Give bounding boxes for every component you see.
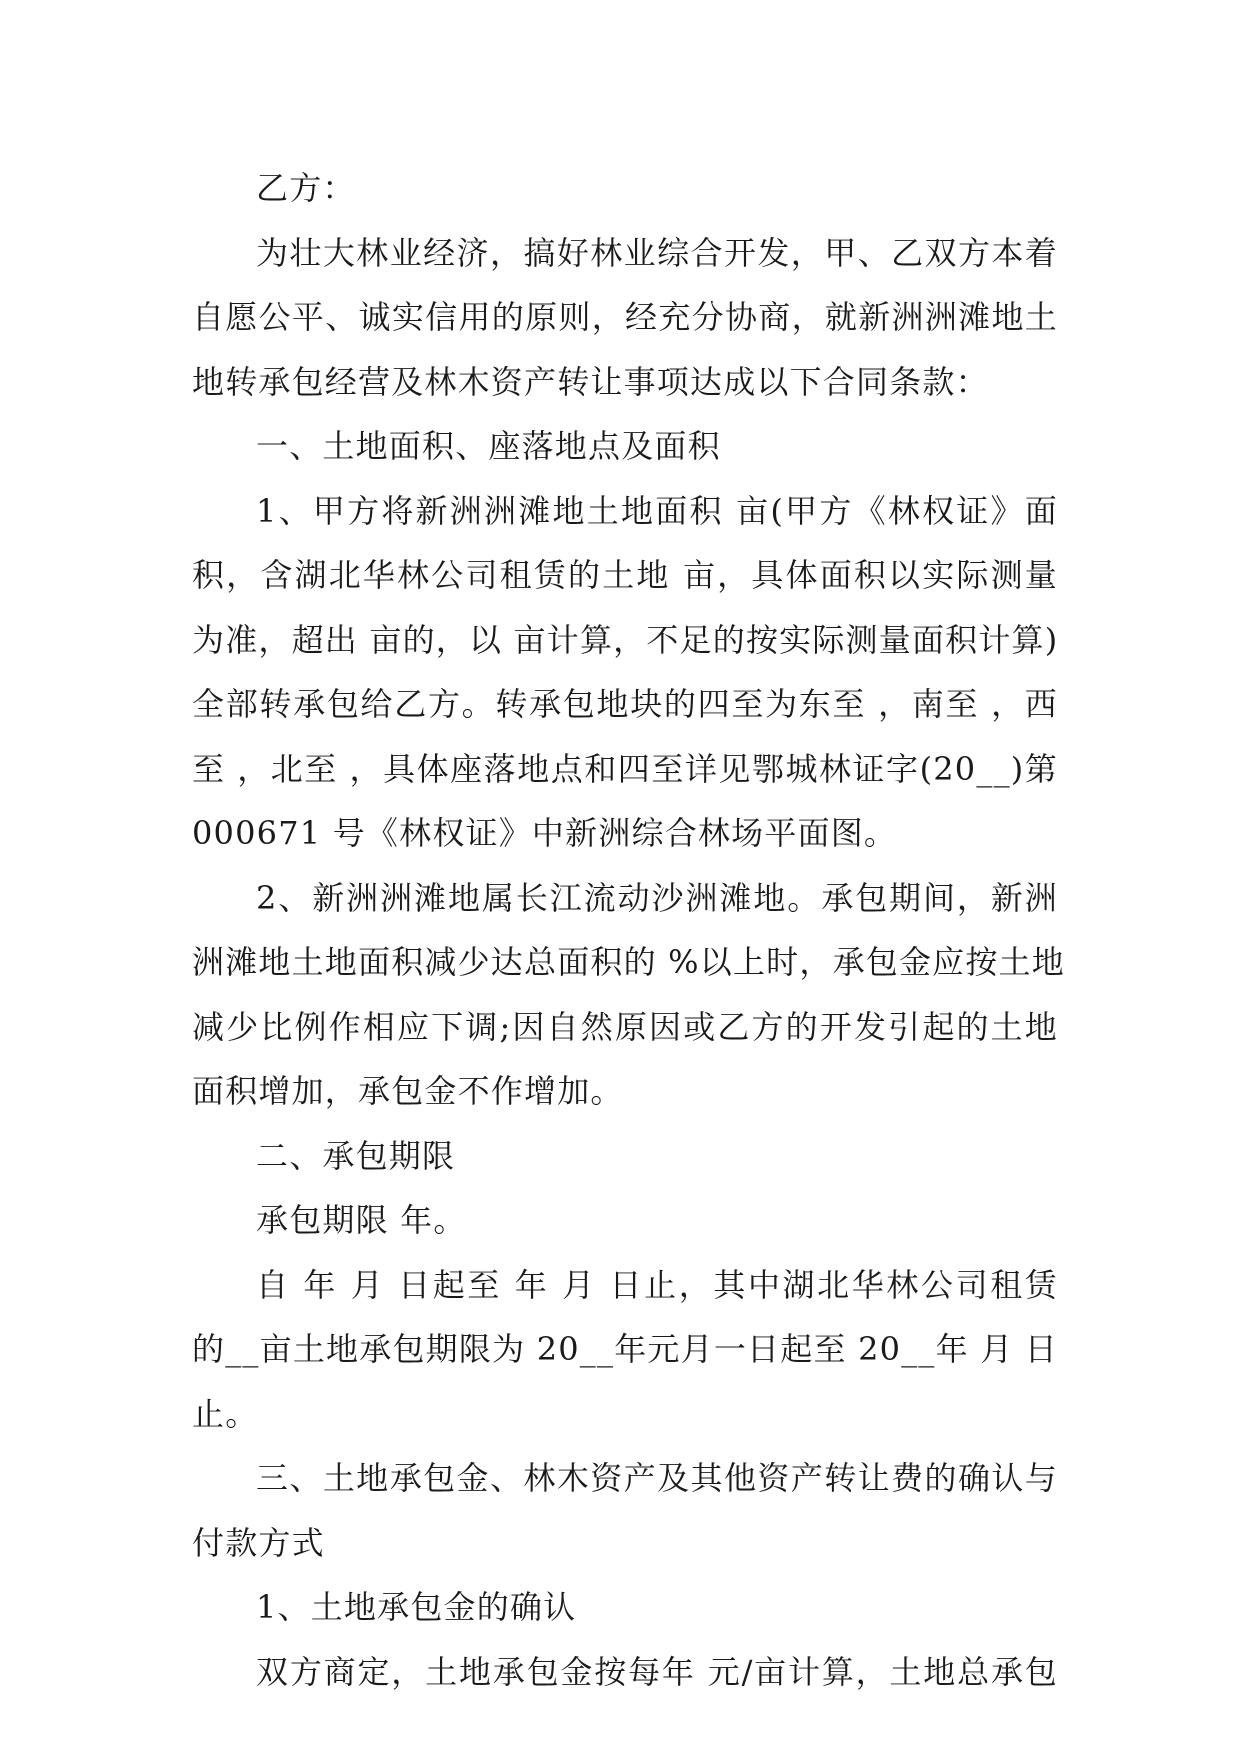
text-line: 二、承包期限 <box>256 1136 456 1175</box>
text-line: 全部转承包给乙方。转承包地块的四至为东至 ，南至 ，西 <box>192 685 1058 723</box>
text-line: 地转承包经营及林木资产转让事项达成以下合同条款： <box>192 362 989 401</box>
text-line: 1、土地承包金的确认 <box>256 1588 577 1626</box>
text-line: 承包期限 年。 <box>256 1201 467 1239</box>
text-line: 为准，超出 亩的，以 亩计算，不足的按实际测量面积计算) <box>192 620 1059 659</box>
text-line: 积，含湖北华林公司租赁的土地 亩，具体面积以实际测量 <box>192 556 1058 594</box>
text-line: 自愿公平、诚实信用的原则，经充分协商，就新洲洲滩地土 <box>192 298 1058 336</box>
document-body <box>192 156 1065 1704</box>
text-line: 止。 <box>192 1394 259 1433</box>
text-line: 1、甲方将新洲洲滩地土地面积 亩(甲方《林权证》面 <box>256 491 1058 530</box>
text-line: 面积增加，承包金不作增加。 <box>192 1072 624 1110</box>
text-line: 乙方： <box>256 169 356 207</box>
text-line: 为壮大林业经济，搞好林业综合开发，甲、乙双方本着 <box>256 233 1058 272</box>
text-line: 付款方式 <box>192 1523 325 1562</box>
text-line: 减少比例作相应下调;因自然原因或乙方的开发引起的土地 <box>192 1007 1058 1046</box>
text-line: 的__亩土地承包期限为 20__年元月一日起至 20__年 月 日 <box>192 1330 1058 1368</box>
text-line: 2、新洲洲滩地属长江流动沙洲滩地。承包期间，新洲 <box>256 878 1058 917</box>
text-line: 至 ，北至 ，具体座落地点和四至详见鄂城林证字(20__)第 <box>192 749 1058 788</box>
text-line: 一、土地面积、座落地点及面积 <box>256 427 721 465</box>
text-line: 自 年 月 日起至 年 月 日止，其中湖北华林公司租赁 <box>256 1265 1058 1304</box>
text-line: 洲滩地土地面积减少达总面积的 %以上时，承包金应按土地 <box>192 943 1065 981</box>
text-line: 000671 号《林权证》中新洲综合林场平面图。 <box>192 814 898 852</box>
text-line: 三、土地承包金、林木资产及其他资产转让费的确认与 <box>256 1459 1058 1497</box>
text-line: 双方商定，土地承包金按每年 元/亩计算，土地总承包 <box>256 1652 1058 1691</box>
